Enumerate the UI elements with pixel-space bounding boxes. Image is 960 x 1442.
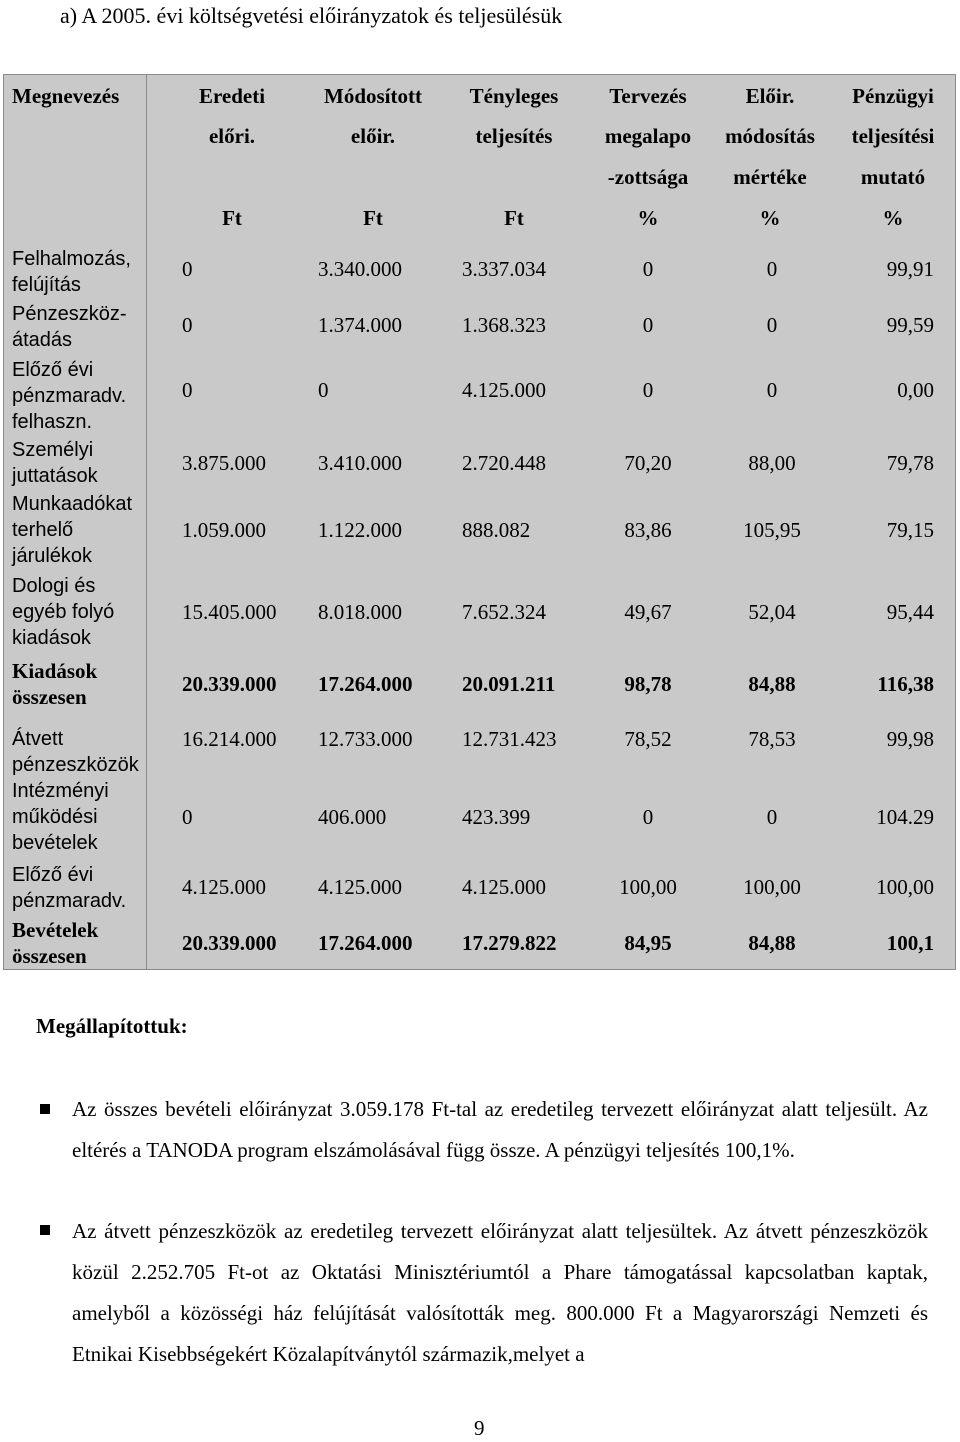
header-cell: teljesítés xyxy=(475,124,553,148)
cell-value: 0 xyxy=(182,313,193,337)
header-cell: mértéke xyxy=(733,165,807,189)
header-cell: Ft xyxy=(222,206,242,230)
cell-value: 406.000 xyxy=(318,805,387,829)
header-cell: megalapo xyxy=(604,124,692,148)
bullet-marker xyxy=(40,1104,50,1114)
bullet-marker xyxy=(40,1225,50,1235)
cell-value: 100,00 xyxy=(619,875,677,899)
cell-value: 99,98 xyxy=(886,727,934,751)
row-label: Pénzeszköz- átadás xyxy=(12,303,127,351)
cell-value: 0 xyxy=(182,378,193,402)
header-cell: módosítás xyxy=(725,124,815,148)
cell-value: 0 xyxy=(318,378,329,402)
cell-value: 100,00 xyxy=(743,875,801,899)
cell-value: 95,44 xyxy=(886,600,934,624)
cell-value: 0 xyxy=(766,257,778,281)
cell-value: 423.399 xyxy=(462,805,531,829)
header-cell: % xyxy=(637,206,659,230)
cell-value: 84,88 xyxy=(748,931,796,955)
header-cell: Tervezés xyxy=(609,84,687,108)
cell-value: 4.125.000 xyxy=(318,875,402,899)
cell-value: 888.082 xyxy=(462,518,531,542)
cell-value: 0,00 xyxy=(897,378,934,402)
cell-value: 83,86 xyxy=(624,518,672,542)
cell-value: 78,52 xyxy=(624,727,672,751)
row-label: Személyi juttatások xyxy=(12,439,98,487)
cell-value: 49,67 xyxy=(624,600,672,624)
row-label: Intézményi működési bevételek xyxy=(12,780,109,854)
cell-value: 0 xyxy=(766,378,778,402)
row-label: Munkaadókat terhelő járulékok xyxy=(12,493,133,567)
header-cell: Előir. xyxy=(745,84,795,108)
cell-value: 98,78 xyxy=(624,672,672,696)
row-label: Felhalmozás, felújítás xyxy=(12,248,131,296)
bullet-paragraph: Az átvett pénzeszközök az eredetileg tervezett előirányzat alatt teljesültek. Az átvett pénzeszközök közül 2.252.705 Ft-ot az Oktatási Minisztériumtól a Phare támogatással kapcsolatban kaptak, amelyből a közösségi ház felújítását valósították meg. 800.000 Ft a Magyarországi Nemzeti és Etnikai Kisebbségekért Közalapítványtól származik,melyet a xyxy=(72,1219,928,1366)
cell-value: 3.337.034 xyxy=(462,257,546,281)
cell-value: 100,1 xyxy=(886,931,934,955)
cell-value: 1.122.000 xyxy=(318,518,402,542)
cell-value: 3.340.000 xyxy=(318,257,402,281)
cell-value: 99,91 xyxy=(886,257,934,281)
header-cell: Ft xyxy=(504,206,524,230)
header-cell: Ft xyxy=(363,206,383,230)
cell-value: 0 xyxy=(766,805,778,829)
cell-value: 17.264.000 xyxy=(318,931,413,955)
cell-value: 0 xyxy=(642,257,654,281)
row-label: Átvett pénzeszközök xyxy=(12,728,139,776)
row-label: Előző évi pénzmaradv. xyxy=(12,864,127,912)
cell-value: 16.214.000 xyxy=(182,727,277,751)
cell-value: 100,00 xyxy=(876,875,934,899)
cell-value: 79,15 xyxy=(886,518,934,542)
row-label: Bevételek összesen xyxy=(12,918,99,968)
cell-value: 79,78 xyxy=(886,451,934,475)
cell-value: 0 xyxy=(182,257,193,281)
cell-value: 0 xyxy=(766,313,778,337)
cell-value: 52,04 xyxy=(748,600,796,624)
header-cell: Eredeti xyxy=(198,84,266,108)
row-label: Dologi és egyéb folyó kiadások xyxy=(12,575,115,649)
row-label: Kiadások összesen xyxy=(12,659,98,709)
cell-value: 3.410.000 xyxy=(318,451,402,475)
cell-value: 84,88 xyxy=(748,672,796,696)
cell-value: 3.875.000 xyxy=(182,451,266,475)
cell-value: 4.125.000 xyxy=(462,875,546,899)
cell-value: 7.652.324 xyxy=(462,600,546,624)
cell-value: 2.720.448 xyxy=(462,451,546,475)
header-cell: Tényleges xyxy=(469,84,559,108)
page-number: 9 xyxy=(474,1416,485,1440)
cell-value: 17.264.000 xyxy=(318,672,413,696)
row-label: Előző évi pénzmaradv. felhaszn. xyxy=(12,359,127,433)
header-cell: előir. xyxy=(350,124,396,148)
header-cell: mutató xyxy=(860,165,926,189)
cell-value: 1.059.000 xyxy=(182,518,266,542)
header-cell: % xyxy=(882,206,904,230)
cell-value: 15.405.000 xyxy=(182,600,277,624)
cell-value: 105,95 xyxy=(743,518,801,542)
cell-value: 0 xyxy=(182,805,193,829)
cell-value: 84,95 xyxy=(624,931,672,955)
cell-value: 17.279.822 xyxy=(462,931,557,955)
header-cell: % xyxy=(759,206,781,230)
header-cell: Pénzügyi xyxy=(852,84,934,108)
cell-value: 88,00 xyxy=(748,451,796,475)
bullet-paragraph: Az összes bevételi előirányzat 3.059.178 Ft-tal az eredetileg tervezett előirányzat alatt teljesült. Az eltérés a TANODA program elszámolásával függ össze. A pénzügyi teljesítés 100,1%. xyxy=(72,1097,928,1162)
header-cell: teljesítési xyxy=(851,124,935,148)
cell-value: 4.125.000 xyxy=(462,378,546,402)
header-cell: Módosított xyxy=(324,84,422,108)
section-heading: a) A 2005. évi költségvetési előirányzatok és teljesülésük xyxy=(60,3,563,28)
header-megnevezes: Megnevezés xyxy=(12,84,120,108)
cell-value: 20.091.211 xyxy=(462,672,556,696)
cell-value: 0 xyxy=(642,805,654,829)
cell-value: 4.125.000 xyxy=(182,875,266,899)
header-cell: -zottsága xyxy=(607,165,689,189)
cell-value: 20.339.000 xyxy=(182,672,277,696)
cell-value: 20.339.000 xyxy=(182,931,277,955)
cell-value: 1.368.323 xyxy=(462,313,546,337)
cell-value: 116,38 xyxy=(877,672,934,696)
cell-value: 12.733.000 xyxy=(318,727,413,751)
cell-value: 0 xyxy=(642,378,654,402)
cell-value: 1.374.000 xyxy=(318,313,402,337)
cell-value: 99,59 xyxy=(886,313,934,337)
header-cell: előri. xyxy=(208,124,256,148)
cell-value: 12.731.423 xyxy=(462,727,557,751)
cell-value: 70,20 xyxy=(624,451,672,475)
cell-value: 0 xyxy=(642,313,654,337)
cell-value: 104.29 xyxy=(876,805,934,829)
cell-value: 78,53 xyxy=(748,727,796,751)
conclusion-title: Megállapítottuk: xyxy=(36,1014,188,1038)
cell-value: 8.018.000 xyxy=(318,600,402,624)
